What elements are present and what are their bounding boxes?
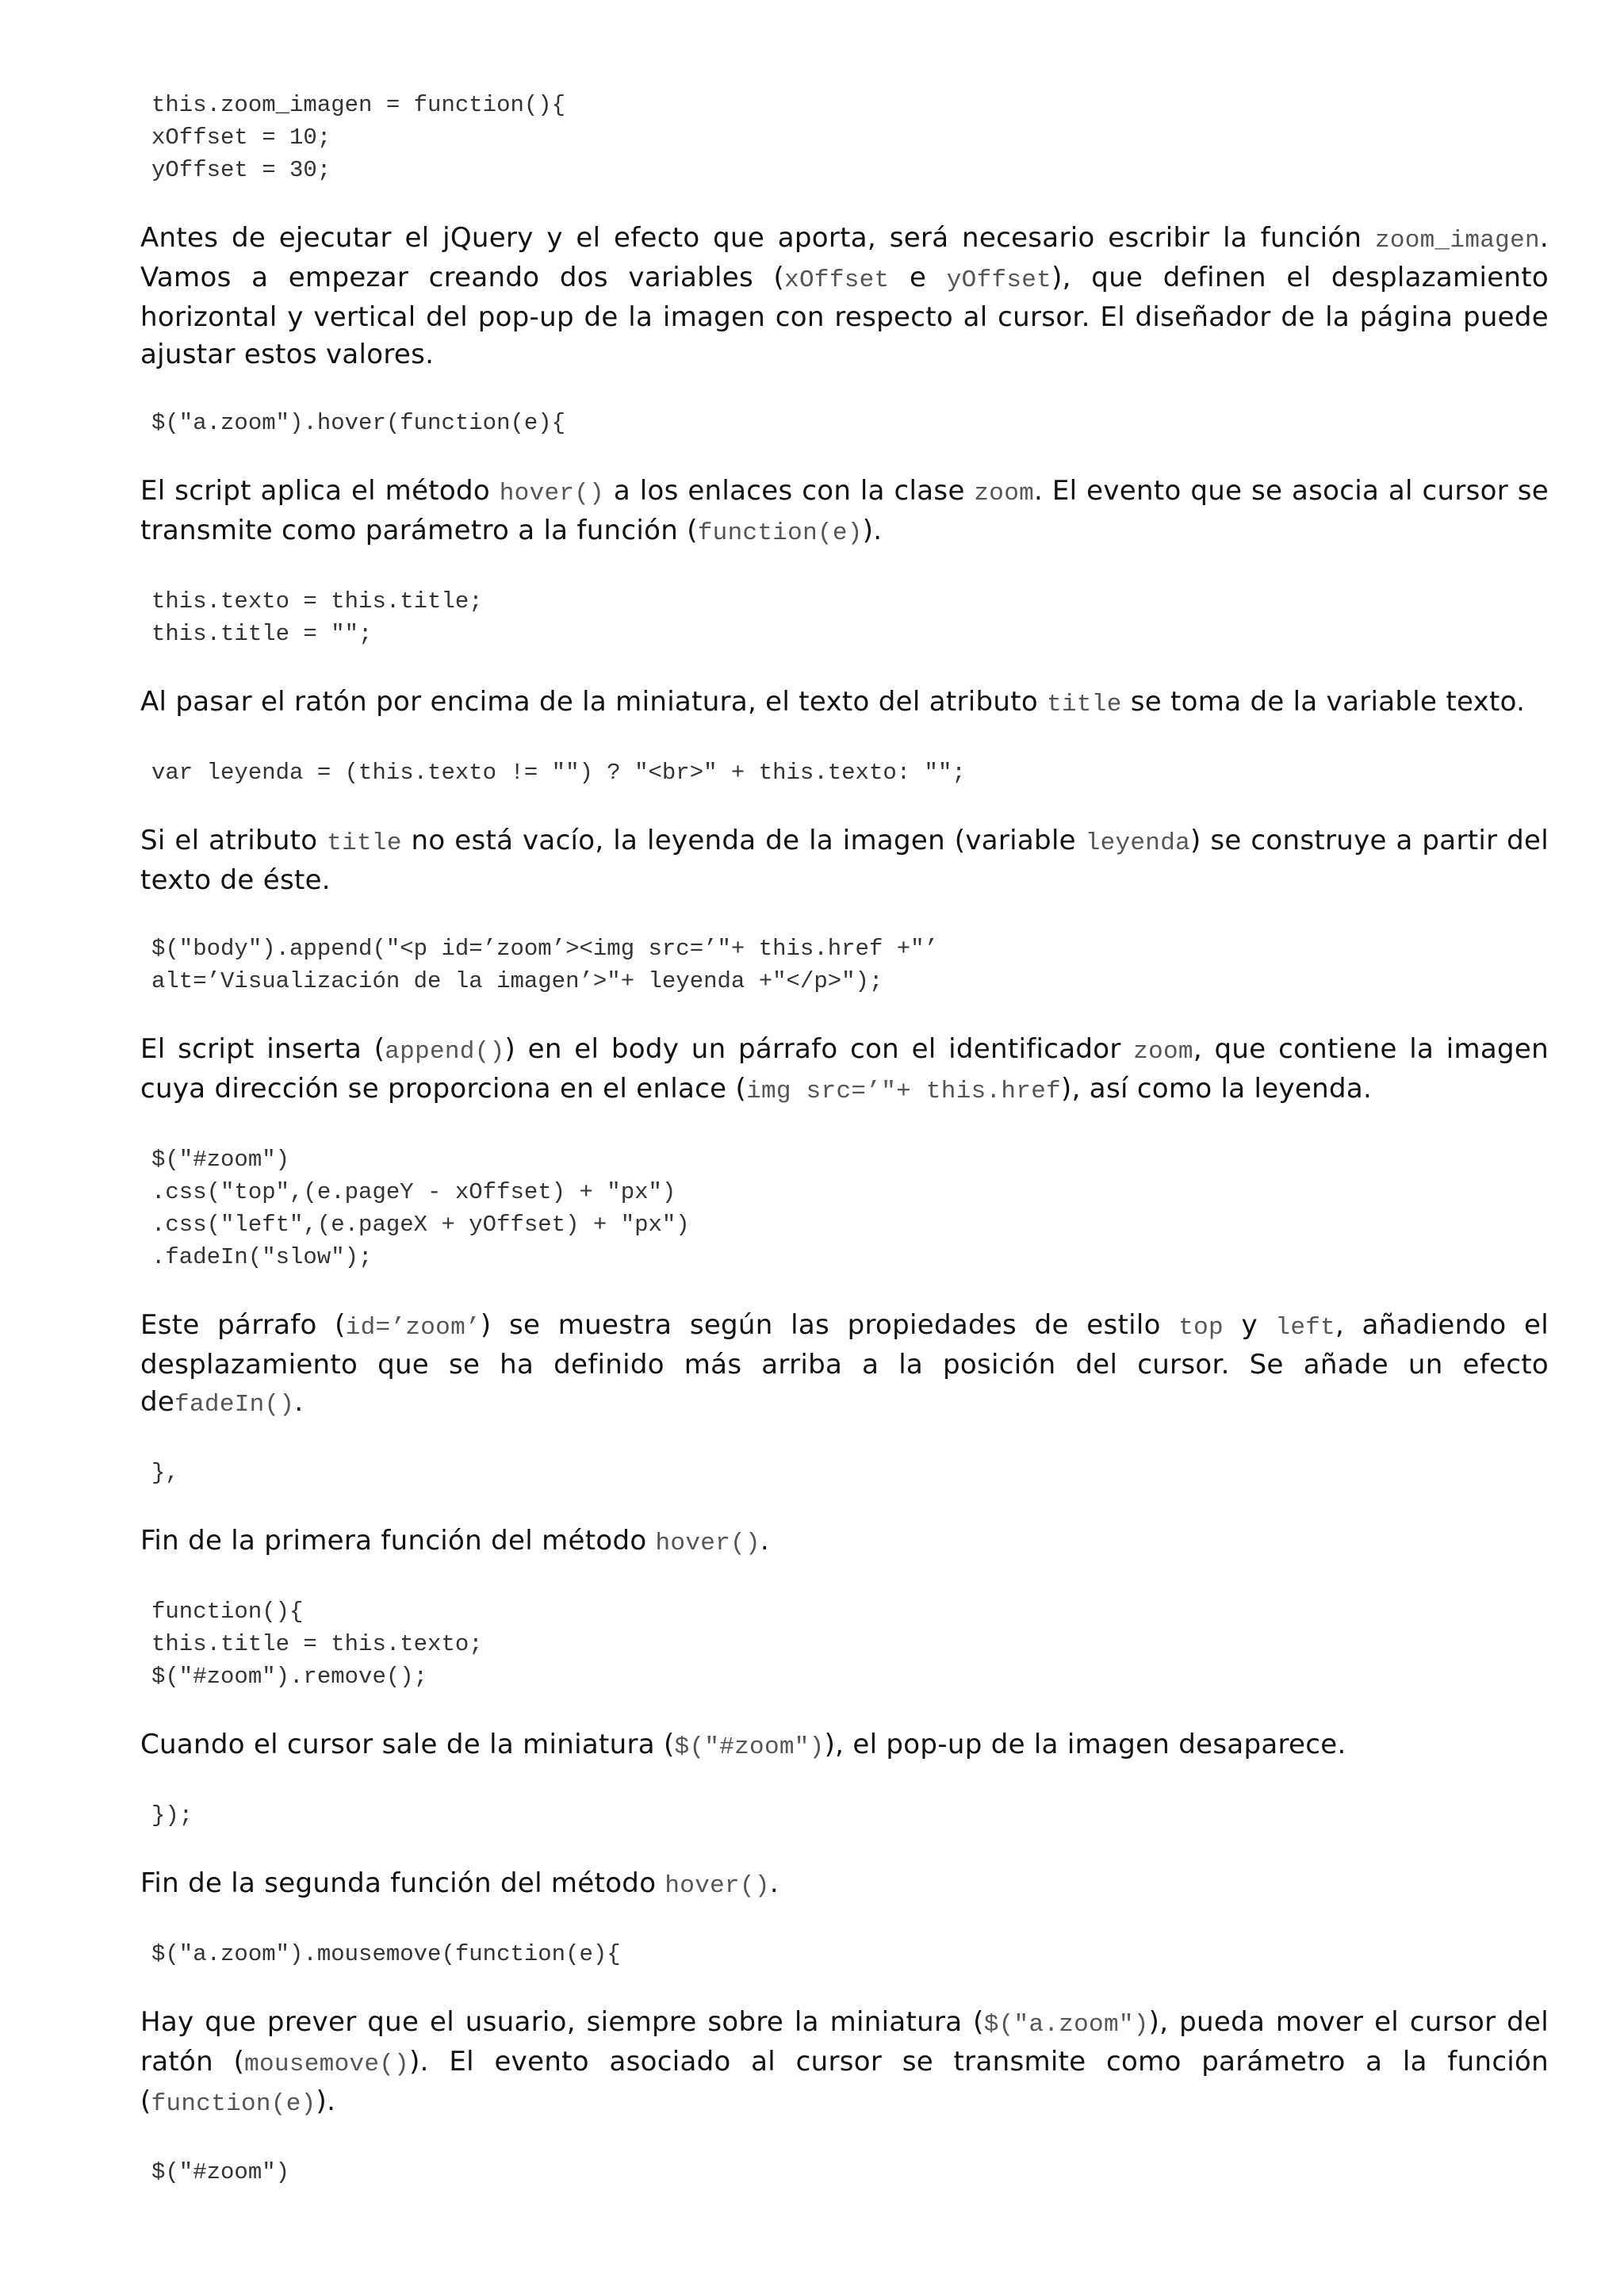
paragraph-text: , añadiendo el desplazamiento que se ha definido más arriba a la posición del cursor. Se añade un efecto de <box>140 1309 1549 1418</box>
paragraph-text: ), que definen el desplazamiento horizontal y vertical del pop-up de la imagen con respecto al cursor. El diseñador de la página puede ajustar estos valores. <box>140 262 1549 370</box>
paragraph-text: El script aplica el método <box>140 475 500 507</box>
code-line: $("a.zoom").mousemove(function(e){ <box>151 1941 621 1967</box>
paragraph-text: , que contiene la imagen cuya dirección se proporciona en el enlace ( <box>140 1033 1549 1105</box>
paragraph-text: . Vamos a empezar creando dos variables ( <box>140 222 1549 293</box>
code-block <box>140 756 1549 789</box>
code-block <box>140 585 1549 650</box>
inline-code: title <box>1047 691 1122 718</box>
code-line: $("#zoom") <box>151 1147 290 1173</box>
code-line: var leyenda = (this.texto != "") ? "<br>" + this.texto: ""; <box>151 760 966 786</box>
code-line: this.title = this.texto; <box>151 1631 483 1657</box>
inline-code: function(e) <box>151 2090 316 2118</box>
paragraph-text: Fin de la segunda función del método <box>140 1867 665 1899</box>
inline-code: title <box>327 829 402 857</box>
paragraph-text: y <box>1223 1309 1276 1341</box>
paragraph <box>140 822 1549 899</box>
paragraph-text: Antes de ejecutar el jQuery y el efecto que aporta, será necesario escribir la función <box>140 222 1375 254</box>
paragraph-text: a los enlaces con la clase <box>604 475 975 507</box>
inline-code: hover() <box>655 1530 760 1557</box>
code-line: this.zoom_imagen = function(){ <box>151 92 566 118</box>
code-line: function(){ <box>151 1599 304 1625</box>
paragraph-text: Cuando el cursor sale de la miniatura ( <box>140 1729 675 1760</box>
inline-code: leyenda <box>1085 829 1191 857</box>
paragraph-text: ). <box>316 2085 336 2117</box>
inline-code: img src=’"+ this.href <box>746 1078 1062 1105</box>
paragraph-text: . <box>294 1386 304 1418</box>
code-line: .css("top",(e.pageY - xOffset) + "px") <box>151 1179 676 1205</box>
code-line: alt=’Visualización de la imagen’>"+ leyenda +"</p>"); <box>151 968 883 994</box>
paragraph <box>140 220 1549 373</box>
paragraph-text: ), pueda mover el cursor del ratón ( <box>140 2006 1549 2078</box>
code-block <box>140 407 1549 439</box>
code-line: .fadeIn("slow"); <box>151 1244 373 1270</box>
code-block <box>140 933 1549 998</box>
code-line: this.texto = this.title; <box>151 588 483 615</box>
inline-code: zoom <box>1133 1038 1193 1066</box>
code-line: $("#zoom") <box>151 2159 290 2185</box>
paragraph <box>140 2004 1549 2123</box>
code-block <box>140 1938 1549 1970</box>
code-block <box>140 1799 1549 1832</box>
paragraph <box>140 1307 1549 1423</box>
inline-code: fadeIn() <box>174 1391 295 1419</box>
paragraph-text: . El evento que se asocia al cursor se transmite como parámetro a la función ( <box>140 475 1549 546</box>
inline-code: zoom <box>974 480 1035 507</box>
inline-code: append() <box>385 1038 505 1066</box>
code-line: $("body").append("<p id=’zoom’><img src=’"+ this.href +"’ <box>151 936 938 962</box>
paragraph <box>140 1865 1549 1905</box>
paragraph-text: Al pasar el ratón por encima de la miniatura, el texto del atributo <box>140 686 1048 718</box>
paragraph-text: Hay que prever que el usuario, siempre sobre la miniatura ( <box>140 2006 984 2038</box>
paragraph-text: se toma de la variable texto. <box>1121 686 1526 718</box>
code-block <box>140 2156 1549 2189</box>
paragraph-text: e <box>889 262 947 293</box>
paragraph-text: ), así como la leyenda. <box>1061 1073 1373 1105</box>
code-block <box>140 1595 1549 1693</box>
code-block <box>140 89 1549 186</box>
paragraph <box>140 1031 1549 1110</box>
code-line: $("#zoom").remove(); <box>151 1664 428 1690</box>
paragraph-text: ), el pop-up de la imagen desaparece. <box>824 1729 1346 1760</box>
code-line: xOffset = 10; <box>151 124 331 151</box>
inline-code: hover() <box>499 480 605 507</box>
document-page <box>140 89 1549 2222</box>
code-line: }, <box>151 1460 179 1486</box>
paragraph-text: . <box>769 1867 779 1899</box>
code-block <box>140 1143 1549 1273</box>
inline-code: top <box>1178 1314 1224 1342</box>
code-line: $("a.zoom").hover(function(e){ <box>151 410 566 436</box>
paragraph <box>140 684 1549 723</box>
paragraph-text: Si el atributo <box>140 825 327 856</box>
paragraph-text: no está vacío, la leyenda de la imagen (variable <box>401 825 1086 856</box>
paragraph-text: El script inserta ( <box>140 1033 385 1065</box>
inline-code: hover() <box>665 1872 770 1900</box>
code-block <box>140 1457 1549 1489</box>
paragraph-text: Fin de la primera función del método <box>140 1525 656 1557</box>
inline-code: yOffset <box>946 266 1052 294</box>
paragraph-text: ). <box>862 515 883 546</box>
inline-code: mousemove() <box>244 2051 410 2078</box>
paragraph-text: ) se muestra según las propiedades de estilo <box>480 1309 1179 1341</box>
code-line: }); <box>151 1802 193 1829</box>
inline-code: $("a.zoom") <box>983 2011 1149 2039</box>
code-line: yOffset = 30; <box>151 157 331 183</box>
inline-code: left <box>1275 1314 1336 1342</box>
paragraph-text: ). El evento asociado al cursor se transmite como parámetro a la función ( <box>140 2046 1549 2117</box>
paragraph-text: Este párrafo ( <box>140 1309 346 1341</box>
paragraph-text: . <box>760 1525 769 1557</box>
inline-code: zoom_imagen <box>1374 227 1540 255</box>
inline-code: xOffset <box>784 266 890 294</box>
inline-code: function(e) <box>697 519 863 547</box>
code-line: .css("left",(e.pageX + yOffset) + "px") <box>151 1212 690 1238</box>
paragraph <box>140 1522 1549 1562</box>
paragraph <box>140 1726 1549 1766</box>
paragraph-text: ) se construye a partir del texto de éste. <box>140 825 1549 896</box>
inline-code: $("#zoom") <box>674 1733 825 1761</box>
code-line: this.title = ""; <box>151 621 373 647</box>
paragraph-text: ) en el body un párrafo con el identificador <box>504 1033 1134 1065</box>
paragraph <box>140 473 1549 552</box>
inline-code: id=’zoom’ <box>345 1314 481 1342</box>
